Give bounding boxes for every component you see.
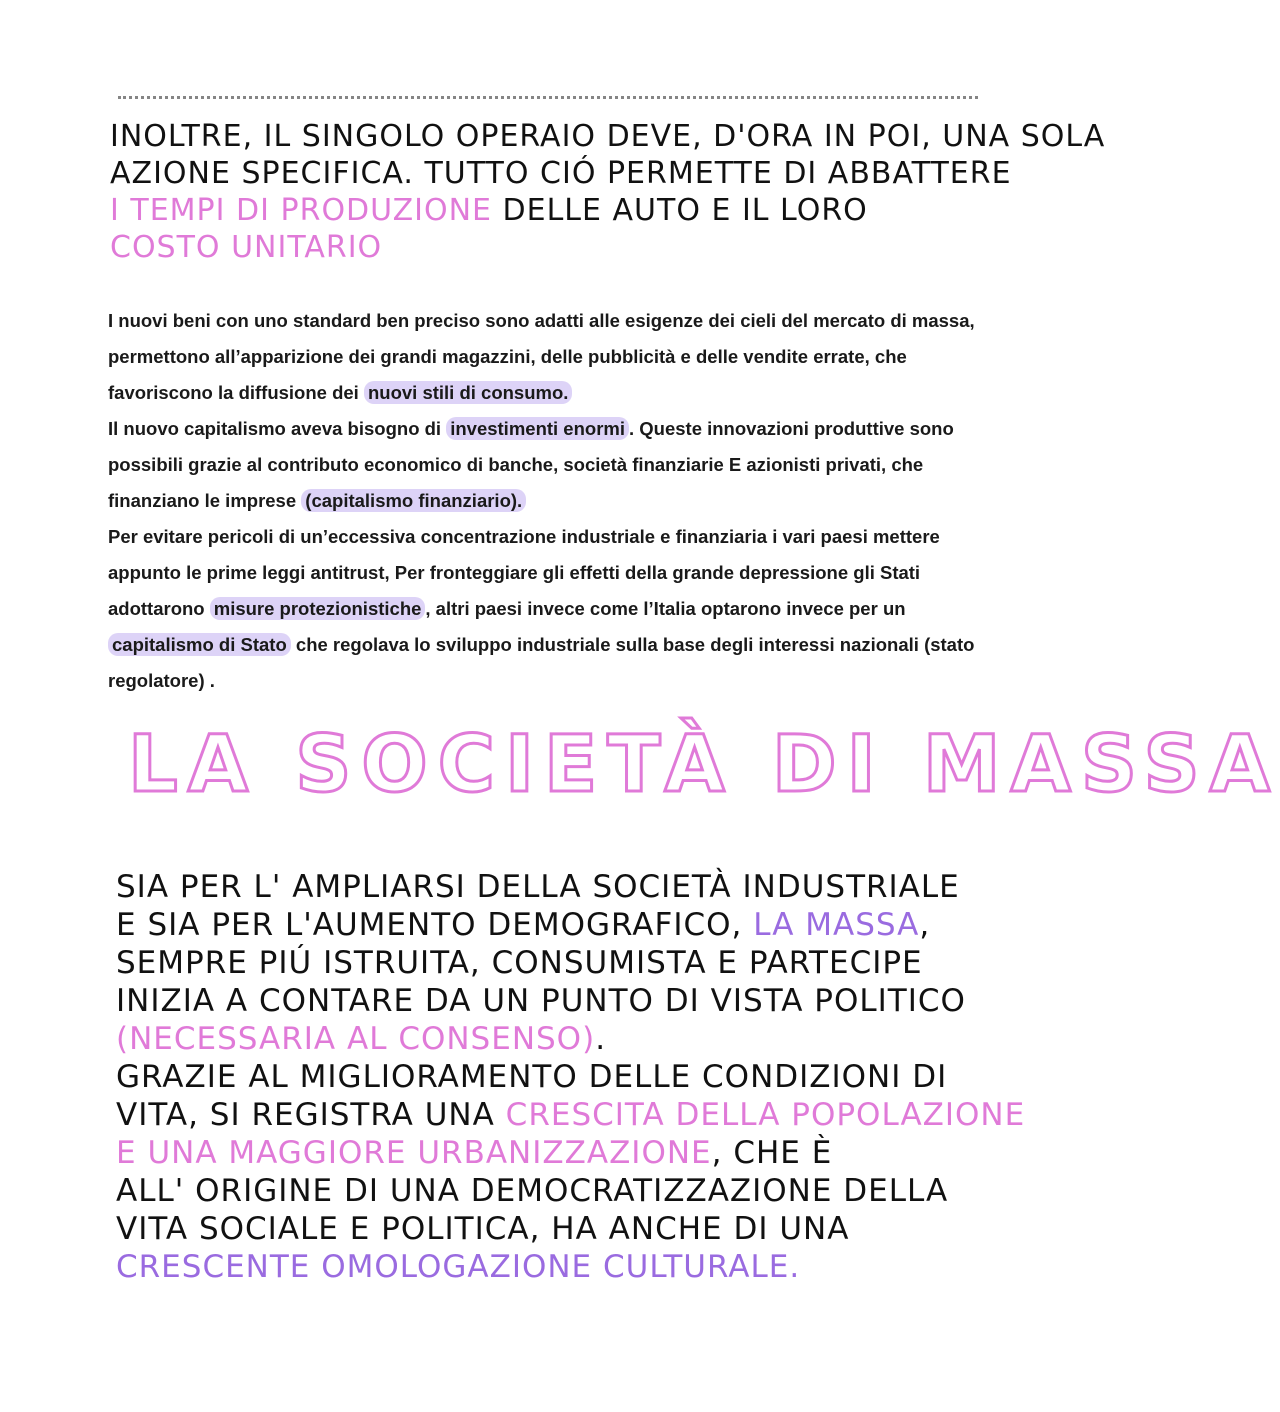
note-pink-text: I TEMPI DI PRODUZIONE [110,193,492,228]
note-line [110,192,1105,229]
handwritten-note-top [110,118,1105,266]
note-pink-text: CRESCITA DELLA POPOLAZIONE [505,1097,1026,1133]
typed-paragraph [108,303,988,699]
paragraph-text: Per evitare pericoli di un’eccessiva concentrazione industriale e finanziaria i vari paesi mettere appunto le prime leggi antitrust, Per fronteggiare gli effetti della grande depressione gli Stati adottarono [108,526,940,619]
note-line: SEMPRE PIÚ ISTRUITA, CONSUMISTA E PARTECIPE [116,945,923,981]
note-line: GRAZIE AL MIGLIORAMENTO DELLE CONDIZIONI DI [116,1059,948,1095]
note-text: , [919,907,931,943]
handwritten-note-bottom [116,868,1025,1286]
note-pink-text: (NECESSARIA AL CONSENSO) [116,1021,596,1057]
note-text: E SIA PER L'AUMENTO DEMOGRAFICO, [116,907,743,943]
note-violet-text: CRESCENTE OMOLOGAZIONE CULTURALE. [116,1249,801,1285]
note-line: ALL' ORIGINE DI UNA DEMOCRATIZZAZIONE DELLA [116,1173,949,1209]
note-line: AZIONE SPECIFICA. TUTTO CIÓ PERMETTE DI ABBATTERE [110,156,1012,191]
note-line [116,1248,1025,1286]
note-line [116,1020,1025,1058]
highlighted-phrase: capitalismo di Stato [108,633,291,656]
note-text: DELLE AUTO E IL LORO [492,193,868,228]
section-title: LA SOCIETÀ DI MASSA [128,720,1280,810]
paragraph-text: , altri paesi invece come l’Italia optarono invece per un [425,598,906,619]
paragraph-text: . Queste innovazioni produttive sono possibili grazie al contributo economico di banche, società finanziarie E azionisti privati, che finanziano le imprese [108,418,954,511]
note-line: INIZIA A CONTARE DA UN PUNTO DI VISTA POLITICO [116,983,966,1019]
note-line [116,1134,1025,1172]
highlighted-phrase: investimenti enormi [446,417,629,440]
note-text: , CHE È [711,1135,833,1171]
highlighted-phrase: misure protezionistiche [210,597,426,620]
cropped-previous-line [118,96,978,109]
paragraph-text: I nuovi beni con uno standard ben preciso sono adatti alle esigenze dei cieli del mercato di massa, permettono all’apparizione dei grandi magazzini, delle pubblicità e delle vendite errate, che favoriscono la diffusione dei [108,310,975,403]
note-line [110,229,1105,266]
note-text: . [595,1021,607,1057]
note-pink-text: E UNA MAGGIORE URBANIZZAZIONE [116,1135,712,1171]
note-line [116,1096,1025,1134]
note-text: VITA, SI REGISTRA UNA [116,1097,495,1133]
note-pink-text: COSTO UNITARIO [110,230,383,265]
paragraph-text: Il nuovo capitalismo aveva bisogno di [108,418,442,439]
highlighted-phrase: (capitalismo finanziario). [301,489,526,512]
note-line [116,906,1025,944]
paragraph-text: che regolava lo sviluppo industriale sulla base degli interessi nazionali (stato regolatore) . [108,634,975,691]
highlighted-phrase: nuovi stili di consumo. [364,381,572,404]
note-violet-text: LA MASSA [753,907,920,943]
note-line: INOLTRE, IL SINGOLO OPERAIO DEVE, D'ORA IN POI, UNA SOLA [110,119,1106,154]
note-line: SIA PER L' AMPLIARSI DELLA SOCIETÀ INDUSTRIALE [116,869,960,905]
note-line: VITA SOCIALE E POLITICA, HA ANCHE DI UNA [116,1211,850,1247]
